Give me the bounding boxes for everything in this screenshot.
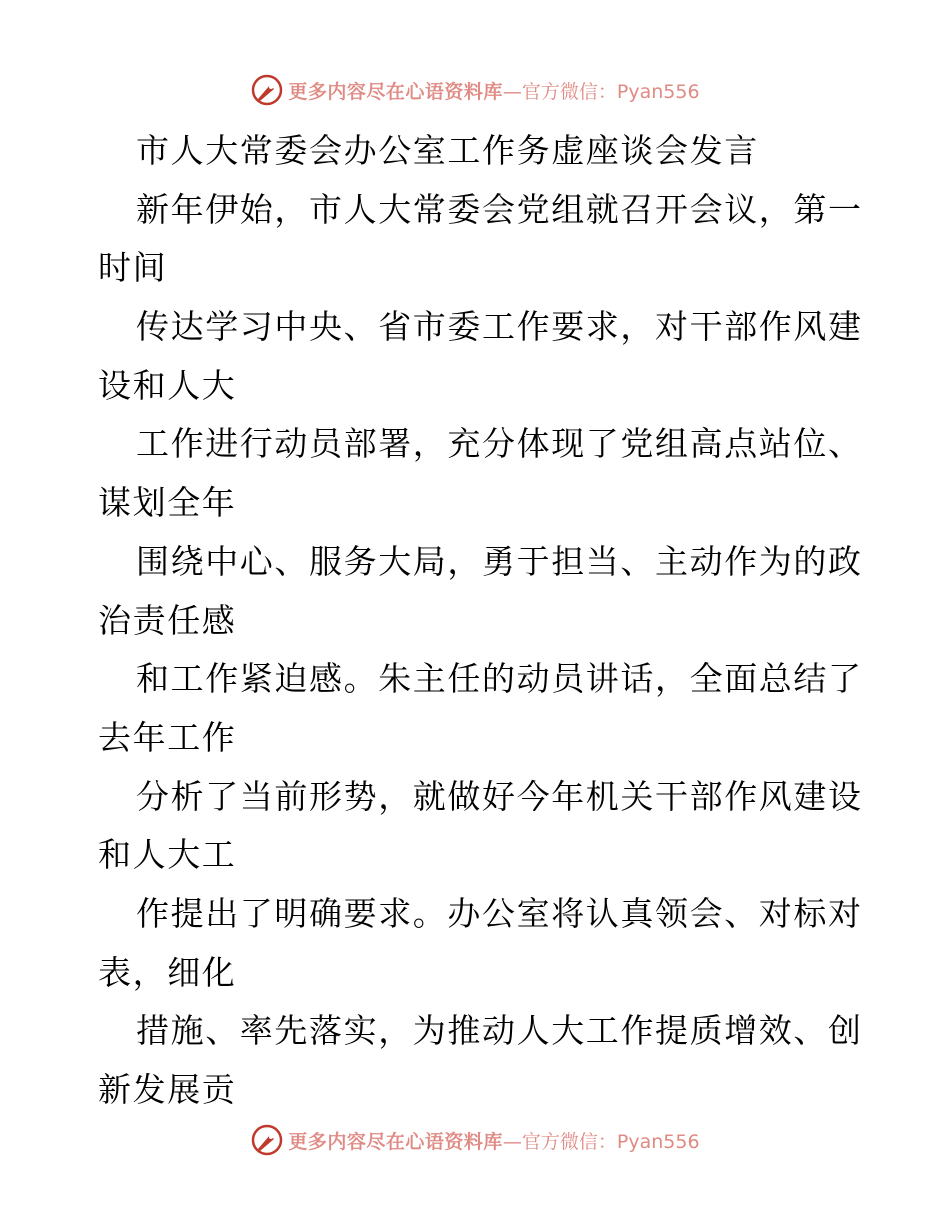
text-line: 表，细化	[98, 952, 237, 992]
watermark-brand-text: 更多内容尽在心语资料库	[288, 80, 503, 103]
text-line: 围绕中心、服务大局，勇于担当、主动作为的政	[136, 541, 863, 581]
text-line: 新发展贡	[98, 1070, 237, 1109]
text-line: 传达学习中央、省市委工作要求，对干部作风建	[136, 307, 863, 347]
text-line: 设和人大	[98, 365, 237, 405]
watermark-contact-text: —官方微信：Pyan556	[502, 1130, 700, 1153]
text-line: 分析了当前形势，就做好今年机关干部作风建设	[136, 776, 863, 816]
text-line: 时间	[98, 248, 168, 288]
footer-watermark	[0, 1120, 950, 1160]
text-line: 治责任感	[98, 600, 237, 640]
text-line: 谋划全年	[98, 483, 237, 523]
text-line: 和工作紧迫感。朱主任的动员讲话，全面总结了	[136, 659, 863, 699]
text-line: 去年工作	[98, 717, 237, 757]
text-line: 新年伊始，市人大常委会党组就召开会议，第一	[136, 189, 863, 229]
watermark-contact-text: —官方微信：Pyan556	[502, 80, 700, 103]
pen-nib-logo-icon	[250, 73, 284, 107]
document-body	[98, 122, 863, 1120]
text-line: 工作进行动员部署，充分体现了党组高点站位、	[136, 424, 863, 464]
text-line: 和人大工	[98, 835, 237, 875]
header-watermark	[0, 70, 950, 110]
watermark-brand-text: 更多内容尽在心语资料库	[288, 1130, 503, 1153]
document-title: 市人大常委会办公室工作务虚座谈会发言	[136, 131, 759, 170]
text-line: 措施、率先落实，为推动人大工作提质增效、创	[136, 1011, 863, 1051]
pen-nib-logo-icon	[250, 1123, 284, 1157]
text-line: 作提出了明确要求。办公室将认真领会、对标对	[136, 893, 863, 933]
